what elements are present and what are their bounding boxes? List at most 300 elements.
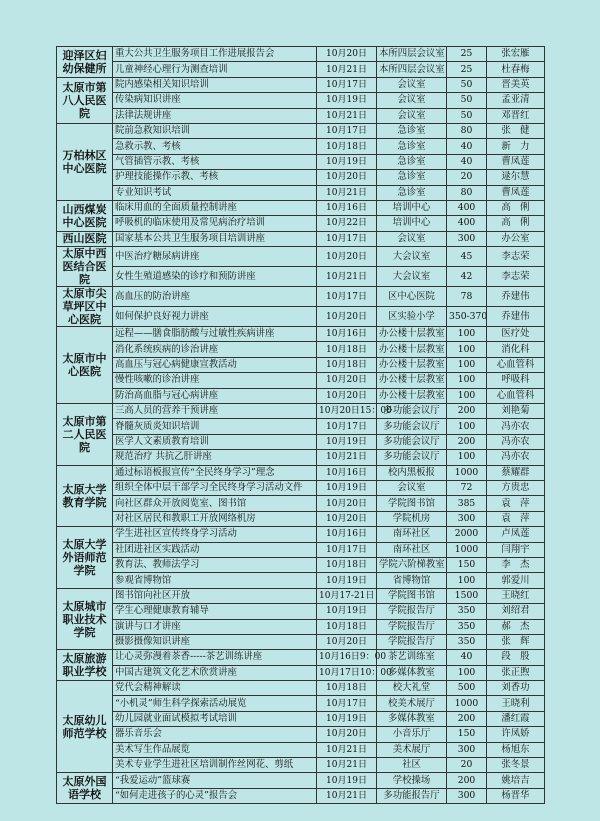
activity-topic: 气管插管示教、考核 bbox=[113, 154, 317, 169]
activity-place: 社区 bbox=[377, 758, 447, 773]
contact-person: 乔建伟 bbox=[487, 287, 545, 307]
contact-person: 姚培吉 bbox=[487, 773, 545, 788]
participant-count: 100 bbox=[447, 665, 487, 680]
activity-topic: “如何走进孩子的心灵”报告会 bbox=[113, 788, 317, 803]
contact-person: 消化科 bbox=[487, 342, 545, 357]
contact-person: 心血管科 bbox=[487, 388, 545, 403]
contact-person: 冯亦农 bbox=[487, 419, 545, 434]
activity-place: 学校操场 bbox=[377, 773, 447, 788]
activity-date: 10月18日 bbox=[317, 681, 377, 696]
organization-name: 太原大学外语师范学院 bbox=[57, 527, 113, 589]
contact-person: 邓晋红 bbox=[487, 108, 545, 123]
activity-topic: 党代会精神解读 bbox=[113, 681, 317, 696]
table-row bbox=[57, 342, 545, 357]
activity-topic: 组织全体中层干部学习全民终身学习活动文件 bbox=[113, 480, 317, 495]
table-row bbox=[57, 216, 545, 231]
activity-place: 多功能会议厅 bbox=[377, 419, 447, 434]
activity-topic: 护理技能操作示教、考核 bbox=[113, 170, 317, 185]
participant-count: 150 bbox=[447, 557, 487, 572]
activity-topic: 中医治疗糖尿病讲座 bbox=[113, 247, 317, 267]
table-row bbox=[57, 573, 545, 588]
activity-topic: 高血压的防治讲座 bbox=[113, 287, 317, 307]
activity-topic: 慢性咳嗽的诊治讲座 bbox=[113, 373, 317, 388]
participant-count: 80 bbox=[447, 185, 487, 200]
table-row bbox=[57, 247, 545, 267]
activity-place: 会议室 bbox=[377, 77, 447, 92]
contact-person: 刘艳菊 bbox=[487, 404, 545, 419]
table-row bbox=[57, 773, 545, 788]
contact-person: 刘香功 bbox=[487, 681, 545, 696]
participant-count: 20 bbox=[447, 170, 487, 185]
activity-date: 10月16日 bbox=[317, 200, 377, 215]
contact-person: 张 辉 bbox=[487, 634, 545, 649]
activity-date: 10月21日 bbox=[317, 108, 377, 123]
participant-count: 40 bbox=[447, 139, 487, 154]
table-row bbox=[57, 496, 545, 511]
activity-place: 培训中心 bbox=[377, 216, 447, 231]
activity-place: 南环社区 bbox=[377, 542, 447, 557]
organization-name: 太原外国语学校 bbox=[57, 773, 113, 804]
activity-place: 急诊室 bbox=[377, 139, 447, 154]
table-row bbox=[57, 185, 545, 200]
activity-place: 办公楼十层教室 bbox=[377, 388, 447, 403]
participant-count: 2000 bbox=[447, 527, 487, 542]
activity-place: 校美术展厅 bbox=[377, 696, 447, 711]
activity-topic: 脊髓灰质炎知识培训 bbox=[113, 419, 317, 434]
contact-person: 高 俐 bbox=[487, 216, 545, 231]
table-row bbox=[57, 788, 545, 803]
participant-count: 500 bbox=[447, 681, 487, 696]
contact-person: 蔡耀群 bbox=[487, 465, 545, 480]
participant-count: 100 bbox=[447, 373, 487, 388]
participant-count: 80 bbox=[447, 123, 487, 138]
table-row bbox=[57, 267, 545, 287]
table-row bbox=[57, 480, 545, 495]
table-row bbox=[57, 404, 545, 419]
contact-person: 新 力 bbox=[487, 139, 545, 154]
activity-topic: 规范治疗 共抗乙肝讲座 bbox=[113, 450, 317, 465]
activity-place: 区中心医院 bbox=[377, 287, 447, 307]
activity-topic: 图书馆向社区开放 bbox=[113, 588, 317, 603]
activity-date: 10月20日 bbox=[317, 47, 377, 62]
activity-date: 10月19日 bbox=[317, 773, 377, 788]
participant-count: 1000 bbox=[447, 542, 487, 557]
activity-place: 学院六阶梯教室 bbox=[377, 557, 447, 572]
organization-name: 迎泽区妇幼保健所 bbox=[57, 47, 113, 78]
table-row bbox=[57, 62, 545, 77]
table-body bbox=[57, 47, 545, 804]
contact-person: 办公室 bbox=[487, 231, 545, 246]
activity-place: 办公楼十层教室 bbox=[377, 327, 447, 342]
activity-place: 学院报告厅 bbox=[377, 604, 447, 619]
contact-person: 王晓红 bbox=[487, 588, 545, 603]
contact-person: 王晓利 bbox=[487, 696, 545, 711]
table-row bbox=[57, 696, 545, 711]
organization-name: 太原中西医结合医院 bbox=[57, 247, 113, 287]
training-schedule-table bbox=[56, 46, 545, 804]
participant-count: 100 bbox=[447, 450, 487, 465]
participant-count: 350-370 bbox=[447, 307, 487, 327]
activity-place: 多功能报告厅 bbox=[377, 788, 447, 803]
activity-topic: “我爱运动”篮球赛 bbox=[113, 773, 317, 788]
activity-topic: 远程——膳食脂肪酸与过敏性疾病讲座 bbox=[113, 327, 317, 342]
table-row bbox=[57, 287, 545, 307]
activity-date: 10月19日 bbox=[317, 573, 377, 588]
activity-topic: 摄影摄像知识讲座 bbox=[113, 634, 317, 649]
activity-place: 多媒体教室 bbox=[377, 711, 447, 726]
organization-name: 太原城市职业技术学院 bbox=[57, 588, 113, 650]
activity-date: 10月19日 bbox=[317, 434, 377, 449]
contact-person: 张冬景 bbox=[487, 758, 545, 773]
table-row bbox=[57, 634, 545, 649]
contact-person: 袁 萍 bbox=[487, 496, 545, 511]
activity-place: 本所四层会议室 bbox=[377, 62, 447, 77]
table-row bbox=[57, 388, 545, 403]
activity-place: 培训中心 bbox=[377, 200, 447, 215]
activity-date: 10月18日 bbox=[317, 357, 377, 372]
activity-place: 急诊室 bbox=[377, 170, 447, 185]
activity-topic: 急救示教、考核 bbox=[113, 139, 317, 154]
activity-date: 10月19日 bbox=[317, 93, 377, 108]
activity-place: 学院图书馆 bbox=[377, 588, 447, 603]
organization-name: 万柏林区中心医院 bbox=[57, 123, 113, 200]
table-row bbox=[57, 170, 545, 185]
participant-count: 200 bbox=[447, 404, 487, 419]
activity-place: 学院图书馆 bbox=[377, 496, 447, 511]
contact-person: 郝 杰 bbox=[487, 619, 545, 634]
activity-place: 会议室 bbox=[377, 231, 447, 246]
table-row bbox=[57, 604, 545, 619]
table-row bbox=[57, 588, 545, 603]
contact-person: 孟亚清 bbox=[487, 93, 545, 108]
activity-date: 10月20日15：00 bbox=[317, 404, 377, 419]
activity-place: 区实验小学 bbox=[377, 307, 447, 327]
activity-place: 茶艺训练室 bbox=[377, 650, 447, 665]
activity-place: 校大礼堂 bbox=[377, 681, 447, 696]
contact-person: 段 殷 bbox=[487, 650, 545, 665]
activity-place: 南环社区 bbox=[377, 527, 447, 542]
table-row bbox=[57, 123, 545, 138]
table-row bbox=[57, 231, 545, 246]
activity-topic: 防治高血脂与冠心病讲座 bbox=[113, 388, 317, 403]
participant-count: 400 bbox=[447, 216, 487, 231]
activity-place: 多功能会议厅 bbox=[377, 434, 447, 449]
table-row bbox=[57, 154, 545, 169]
contact-person: 医疗处 bbox=[487, 327, 545, 342]
organization-name: 太原大学教育学院 bbox=[57, 465, 113, 527]
participant-count: 1500 bbox=[447, 588, 487, 603]
contact-person: 张宏雁 bbox=[487, 47, 545, 62]
participant-count: 100 bbox=[447, 342, 487, 357]
activity-date: 10月20日 bbox=[317, 496, 377, 511]
table-row bbox=[57, 327, 545, 342]
participant-count: 300 bbox=[447, 231, 487, 246]
activity-topic: 教育法、教师法学习 bbox=[113, 557, 317, 572]
activity-topic: 演讲与口才讲座 bbox=[113, 619, 317, 634]
contact-person: 李志荣 bbox=[487, 247, 545, 267]
table-row bbox=[57, 434, 545, 449]
activity-date: 10月21日 bbox=[317, 758, 377, 773]
activity-place: 急诊室 bbox=[377, 185, 447, 200]
activity-date: 10月21日 bbox=[317, 185, 377, 200]
contact-person: 曹凤莲 bbox=[487, 185, 545, 200]
activity-date: 10月18日 bbox=[317, 619, 377, 634]
table-row bbox=[57, 419, 545, 434]
activity-date: 10月19日 bbox=[317, 154, 377, 169]
activity-topic: 美术专业学生进社区培训制作丝网花、剪纸 bbox=[113, 758, 317, 773]
participant-count: 300 bbox=[447, 788, 487, 803]
activity-place: 学院机房 bbox=[377, 511, 447, 526]
contact-person: 方贵忠 bbox=[487, 480, 545, 495]
table-row bbox=[57, 681, 545, 696]
activity-date: 10月17日 bbox=[317, 231, 377, 246]
activity-place: 学院报告厅 bbox=[377, 634, 447, 649]
contact-person: 许凤娇 bbox=[487, 727, 545, 742]
participant-count: 100 bbox=[447, 573, 487, 588]
activity-topic: 传染病知识讲座 bbox=[113, 93, 317, 108]
activity-topic: 向社区群众开放阅览室、图书馆 bbox=[113, 496, 317, 511]
contact-person: 袁 萍 bbox=[487, 511, 545, 526]
activity-topic: “小机灵”师生科学探索活动展览 bbox=[113, 696, 317, 711]
activity-date: 10月17日 bbox=[317, 77, 377, 92]
participant-count: 400 bbox=[447, 200, 487, 215]
activity-topic: 对社区居民和教职工开放网络机房 bbox=[113, 511, 317, 526]
activity-place: 学院报告厅 bbox=[377, 619, 447, 634]
activity-date: 10月20日 bbox=[317, 247, 377, 267]
table-row bbox=[57, 557, 545, 572]
contact-person: 杨旭东 bbox=[487, 742, 545, 757]
participant-count: 100 bbox=[447, 388, 487, 403]
activity-topic: 参观省博物馆 bbox=[113, 573, 317, 588]
activity-date: 10月17日 bbox=[317, 123, 377, 138]
contact-person: 逯尔慧 bbox=[487, 170, 545, 185]
table-row bbox=[57, 465, 545, 480]
table-row bbox=[57, 47, 545, 62]
participant-count: 20 bbox=[447, 758, 487, 773]
table-row bbox=[57, 307, 545, 327]
contact-person: 李 杰 bbox=[487, 557, 545, 572]
activity-topic: 消化系统疾病的诊治讲座 bbox=[113, 342, 317, 357]
table-row bbox=[57, 77, 545, 92]
participant-count: 385 bbox=[447, 496, 487, 511]
organization-name: 西山医院 bbox=[57, 231, 113, 246]
table-row bbox=[57, 511, 545, 526]
participant-count: 350 bbox=[447, 634, 487, 649]
table-row bbox=[57, 650, 545, 665]
activity-topic: 儿童神经心理行为测查培训 bbox=[113, 62, 317, 77]
organization-name: 太原市第八人民医院 bbox=[57, 77, 113, 123]
activity-date: 10月20日 bbox=[317, 388, 377, 403]
activity-date: 10月20日 bbox=[317, 511, 377, 526]
organization-name: 太原市第二人民医院 bbox=[57, 404, 113, 466]
table-row bbox=[57, 373, 545, 388]
activity-topic: 法律法规讲座 bbox=[113, 108, 317, 123]
activity-date: 10月17日10：00 bbox=[317, 665, 377, 680]
activity-place: 会议室 bbox=[377, 93, 447, 108]
contact-person: 卢凤莲 bbox=[487, 527, 545, 542]
contact-person: 呼吸科 bbox=[487, 373, 545, 388]
activity-topic: 院前急救知识培训 bbox=[113, 123, 317, 138]
activity-date: 10月17日 bbox=[317, 542, 377, 557]
table-row bbox=[57, 108, 545, 123]
activity-topic: 通过标语板报宣传“全民终身学习”理念 bbox=[113, 465, 317, 480]
participant-count: 300 bbox=[447, 742, 487, 757]
participant-count: 100 bbox=[447, 419, 487, 434]
contact-person: 李志荣 bbox=[487, 267, 545, 287]
activity-topic: 让心灵弥漫着茶香-----茶艺训练讲座 bbox=[113, 650, 317, 665]
activity-place: 会议室 bbox=[377, 480, 447, 495]
activity-date: 10月16日 bbox=[317, 527, 377, 542]
activity-date: 10月20日 bbox=[317, 170, 377, 185]
activity-place: 美术展厅 bbox=[377, 742, 447, 757]
organization-name: 太原市尖草坪区中心医院 bbox=[57, 287, 113, 327]
activity-date: 10月20日 bbox=[317, 727, 377, 742]
activity-topic: 学生心理健康教育辅导 bbox=[113, 604, 317, 619]
organization-name: 太原幼儿师范学校 bbox=[57, 681, 113, 773]
activity-date: 10月20日 bbox=[317, 373, 377, 388]
activity-topic: 专业知识考试 bbox=[113, 185, 317, 200]
contact-person: 曹凤莲 bbox=[487, 154, 545, 169]
activity-date: 10月18日 bbox=[317, 139, 377, 154]
activity-date: 10月17日 bbox=[317, 696, 377, 711]
table-row bbox=[57, 450, 545, 465]
activity-place: 校内黑板报 bbox=[377, 465, 447, 480]
activity-topic: 学生进社区宣传终身学习活动 bbox=[113, 527, 317, 542]
table-row bbox=[57, 665, 545, 680]
table-row bbox=[57, 758, 545, 773]
participant-count: 150 bbox=[447, 727, 487, 742]
activity-topic: 如何保护良好视力讲座 bbox=[113, 307, 317, 327]
activity-date: 10月20日 bbox=[317, 634, 377, 649]
activity-date: 10月21日 bbox=[317, 788, 377, 803]
activity-date: 10月21日 bbox=[317, 62, 377, 77]
participant-count: 1000 bbox=[447, 696, 487, 711]
activity-topic: 社团进社区实践活动 bbox=[113, 542, 317, 557]
activity-place: 省博物馆 bbox=[377, 573, 447, 588]
activity-date: 10月16日9：00 bbox=[317, 650, 377, 665]
activity-place: 办公楼十层教室 bbox=[377, 357, 447, 372]
table-row bbox=[57, 139, 545, 154]
contact-person: 冯亦农 bbox=[487, 434, 545, 449]
activity-topic: 临床用血的全面质量控制讲座 bbox=[113, 200, 317, 215]
table-row bbox=[57, 619, 545, 634]
activity-date: 10月17日 bbox=[317, 419, 377, 434]
activity-date: 10月21日 bbox=[317, 450, 377, 465]
contact-person: 杜春梅 bbox=[487, 62, 545, 77]
participant-count: 200 bbox=[447, 711, 487, 726]
participant-count: 350 bbox=[447, 619, 487, 634]
activity-date: 10月16日 bbox=[317, 327, 377, 342]
activity-date: 10月17日 bbox=[317, 287, 377, 307]
activity-place: 本所四层会议室 bbox=[377, 47, 447, 62]
table-row bbox=[57, 527, 545, 542]
activity-topic: 重大公共卫生服务项目工作进展报告会 bbox=[113, 47, 317, 62]
table-row bbox=[57, 727, 545, 742]
activity-place: 多媒体教室 bbox=[377, 665, 447, 680]
activity-topic: 院内感染相关知识培训 bbox=[113, 77, 317, 92]
contact-person: 张 健 bbox=[487, 123, 545, 138]
activity-place: 多功能会议厅 bbox=[377, 404, 447, 419]
activity-place: 大会议室 bbox=[377, 247, 447, 267]
activity-date: 10月21日 bbox=[317, 742, 377, 757]
participant-count: 78 bbox=[447, 287, 487, 307]
participant-count: 50 bbox=[447, 108, 487, 123]
activity-date: 10月22日 bbox=[317, 216, 377, 231]
activity-date: 10月21日 bbox=[317, 267, 377, 287]
table-row bbox=[57, 93, 545, 108]
activity-topic: 女性生殖道感染的诊疗和预防讲座 bbox=[113, 267, 317, 287]
activity-place: 急诊室 bbox=[377, 154, 447, 169]
activity-topic: 器乐音乐会 bbox=[113, 727, 317, 742]
participant-count: 40 bbox=[447, 154, 487, 169]
contact-person: 刘绍君 bbox=[487, 604, 545, 619]
participant-count: 200 bbox=[447, 773, 487, 788]
participant-count: 300 bbox=[447, 511, 487, 526]
activity-topic: 医学人文素质教育培训 bbox=[113, 434, 317, 449]
contact-person: 潘红霞 bbox=[487, 711, 545, 726]
contact-person: 张正煦 bbox=[487, 665, 545, 680]
contact-person: 闫翔宇 bbox=[487, 542, 545, 557]
participant-count: 40 bbox=[447, 650, 487, 665]
organization-name: 太原旅游职业学校 bbox=[57, 650, 113, 681]
activity-topic: 中国古建筑文化艺术欣赏讲座 bbox=[113, 665, 317, 680]
contact-person: 乔建伟 bbox=[487, 307, 545, 327]
contact-person: 郭爱川 bbox=[487, 573, 545, 588]
participant-count: 350 bbox=[447, 604, 487, 619]
activity-topic: 美术写生作品展览 bbox=[113, 742, 317, 757]
participant-count: 72 bbox=[447, 480, 487, 495]
activity-topic: 三高人员的营养干预讲座 bbox=[113, 404, 317, 419]
activity-place: 小音乐厅 bbox=[377, 727, 447, 742]
participant-count: 1000 bbox=[447, 465, 487, 480]
participant-count: 50 bbox=[447, 77, 487, 92]
organization-name: 太原市中心医院 bbox=[57, 327, 113, 404]
activity-topic: 国家基本公共卫生服务项目培训讲座 bbox=[113, 231, 317, 246]
table-row bbox=[57, 542, 545, 557]
activity-date: 10月18日 bbox=[317, 342, 377, 357]
participant-count: 45 bbox=[447, 247, 487, 267]
activity-place: 急诊室 bbox=[377, 123, 447, 138]
activity-date: 10月18日 bbox=[317, 557, 377, 572]
table-row bbox=[57, 742, 545, 757]
participant-count: 25 bbox=[447, 62, 487, 77]
contact-person: 心血管科 bbox=[487, 357, 545, 372]
contact-person: 冯亦农 bbox=[487, 450, 545, 465]
participant-count: 25 bbox=[447, 47, 487, 62]
activity-place: 办公楼十层教室 bbox=[377, 342, 447, 357]
activity-date: 10月19日 bbox=[317, 604, 377, 619]
contact-person: 晋美英 bbox=[487, 77, 545, 92]
table-row bbox=[57, 357, 545, 372]
activity-place: 多功能会议厅 bbox=[377, 450, 447, 465]
activity-place: 大会议室 bbox=[377, 267, 447, 287]
activity-date: 10月20日 bbox=[317, 307, 377, 327]
participant-count: 50 bbox=[447, 93, 487, 108]
participant-count: 100 bbox=[447, 357, 487, 372]
activity-date: 10月19日 bbox=[317, 480, 377, 495]
activity-topic: 高血压与冠心病健康宣教活动 bbox=[113, 357, 317, 372]
participant-count: 100 bbox=[447, 327, 487, 342]
table-row bbox=[57, 200, 545, 215]
activity-date: 10月19日 bbox=[317, 711, 377, 726]
activity-place: 会议室 bbox=[377, 108, 447, 123]
activity-topic: 呼吸机的临床使用及常见病治疗培训 bbox=[113, 216, 317, 231]
organization-name: 山西煤炭中心医院 bbox=[57, 200, 113, 231]
participant-count: 42 bbox=[447, 267, 487, 287]
contact-person: 杨晋华 bbox=[487, 788, 545, 803]
contact-person: 高 俐 bbox=[487, 200, 545, 215]
activity-date: 10月17-21日 bbox=[317, 588, 377, 603]
